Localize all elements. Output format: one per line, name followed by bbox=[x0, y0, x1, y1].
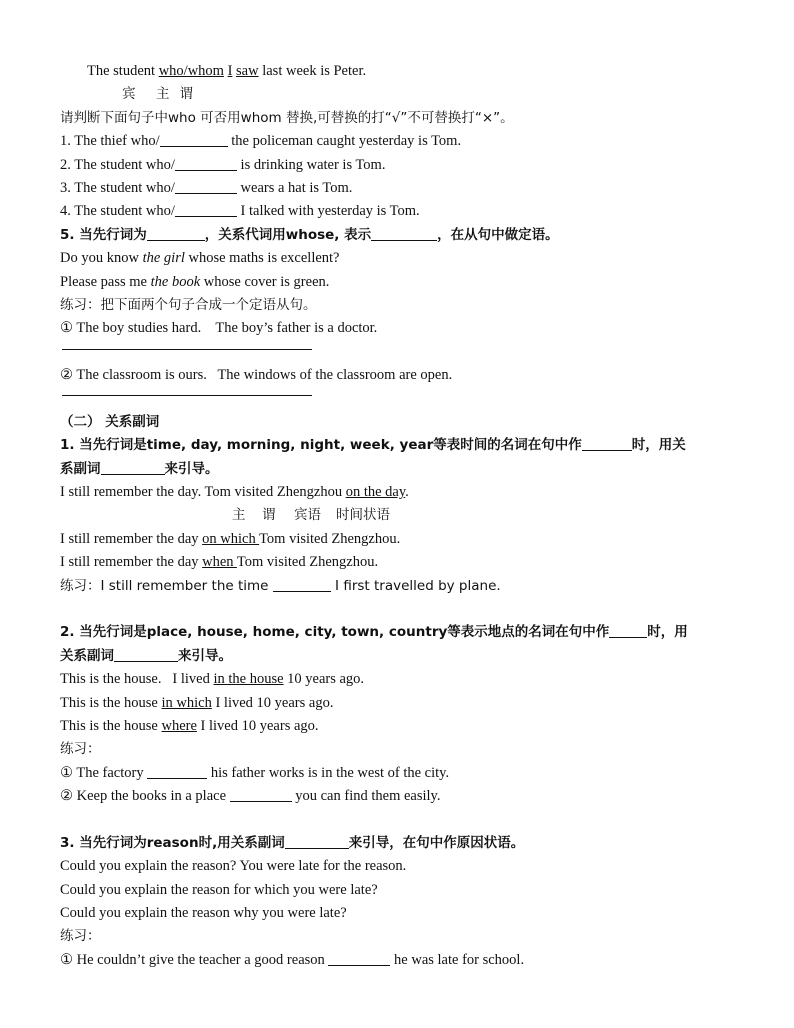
exercise-item: 3. The student who/ wears a hat is Tom. bbox=[60, 179, 353, 196]
practice-question: 练习：I still remember the time I first travelled by plane. bbox=[60, 577, 501, 594]
section-heading-time-cont: 系副词 来引导。 bbox=[60, 460, 219, 477]
example-sentence: Please pass me the book whose cover is green. bbox=[60, 273, 330, 290]
answer-blank[interactable] bbox=[371, 226, 437, 241]
example-sentence: I still remember the day when Tom visited Zhengzhou. bbox=[60, 554, 379, 571]
answer-blank[interactable] bbox=[609, 623, 647, 638]
example-sentence: Could you explain the reason why you were late? bbox=[60, 905, 347, 922]
section-heading-place: 2. 当先行词是place, house, home, city, town, country等表示地点的名词在句中作 时，用 bbox=[60, 624, 688, 641]
example-sentence: I still remember the day on which Tom visited Zhengzhou. bbox=[60, 530, 401, 547]
answer-line[interactable] bbox=[60, 387, 740, 410]
grammar-annotation: 宾 主谓 bbox=[122, 86, 203, 103]
section-heading-whose: 5. 当先行词为 ，关系代词用whose, 表示 ，在从句中做定语。 bbox=[60, 226, 559, 243]
answer-blank[interactable] bbox=[175, 179, 237, 194]
answer-blank[interactable] bbox=[147, 764, 207, 779]
answer-blank[interactable] bbox=[147, 226, 205, 241]
practice-question: ② The classroom is ours. The windows of the classroom are open. bbox=[60, 367, 453, 384]
section-heading-reason: 3. 当先行词为reason时,用关系副词 来引导，在句中作原因状语。 bbox=[60, 834, 525, 851]
practice-label: 练习： bbox=[60, 928, 101, 945]
example-sentence: This is the house where I lived 10 years ago. bbox=[60, 717, 319, 734]
example-sentence: Could you explain the reason for which you were late? bbox=[60, 881, 378, 898]
answer-blank[interactable] bbox=[582, 436, 632, 451]
grammar-annotation: 主 谓 宾语 时间状语 bbox=[232, 507, 390, 524]
example-sentence: This is the house. I lived in the house 10 years ago. bbox=[60, 671, 365, 688]
practice-instruction: 练习：把下面两个句子合成一个定语从句。 bbox=[60, 296, 317, 313]
practice-question: ① He couldn’t give the teacher a good reason he was late for school. bbox=[60, 951, 525, 968]
worksheet-page bbox=[60, 60, 740, 972]
section-heading-place-cont: 关系副词 来引导。 bbox=[60, 647, 232, 664]
practice-question: ① The factory his father works is in the west of the city. bbox=[60, 764, 450, 781]
part-title: （二） 关系副词 bbox=[60, 413, 160, 430]
answer-blank[interactable] bbox=[160, 132, 228, 147]
answer-blank[interactable] bbox=[328, 951, 390, 966]
exercise-item: 2. The student who/ is drinking water is Tom. bbox=[60, 156, 386, 173]
answer-blank[interactable] bbox=[114, 647, 178, 662]
practice-question: ① The boy studies hard. The boy’s father is a doctor. bbox=[60, 320, 378, 337]
answer-blank[interactable] bbox=[175, 156, 237, 171]
section-heading-time: 1. 当先行词是time, day, morning, night, week, year等表时间的名词在句中作 时，用关 bbox=[60, 437, 686, 454]
practice-question: ② Keep the books in a place you can find them easily. bbox=[60, 788, 441, 805]
example-sentence: Do you know the girl whose maths is excellent? bbox=[60, 250, 340, 267]
answer-blank[interactable] bbox=[285, 834, 349, 849]
answer-blank[interactable] bbox=[175, 202, 237, 217]
practice-label: 练习： bbox=[60, 741, 101, 758]
example-sentence: I still remember the day. Tom visited Zhengzhou on the day. bbox=[60, 484, 409, 501]
exercise-item: 1. The thief who/ the policeman caught yesterday is Tom. bbox=[60, 133, 462, 150]
answer-blank[interactable] bbox=[230, 787, 292, 802]
exercise-item: 4. The student who/ I talked with yesterday is Tom. bbox=[60, 203, 420, 220]
example-sentence: The student who/whom I saw last week is Peter. bbox=[87, 63, 367, 79]
example-sentence: Could you explain the reason? You were late for the reason. bbox=[60, 858, 407, 875]
example-sentence: This is the house in which I lived 10 years ago. bbox=[60, 694, 334, 711]
answer-blank[interactable] bbox=[273, 577, 331, 592]
answer-line[interactable] bbox=[60, 341, 740, 364]
answer-blank[interactable] bbox=[101, 460, 165, 475]
instruction-text: 请判断下面句子中who 可否用whom 替换,可替换的打“√”不可替换打“×”。 bbox=[60, 109, 514, 126]
